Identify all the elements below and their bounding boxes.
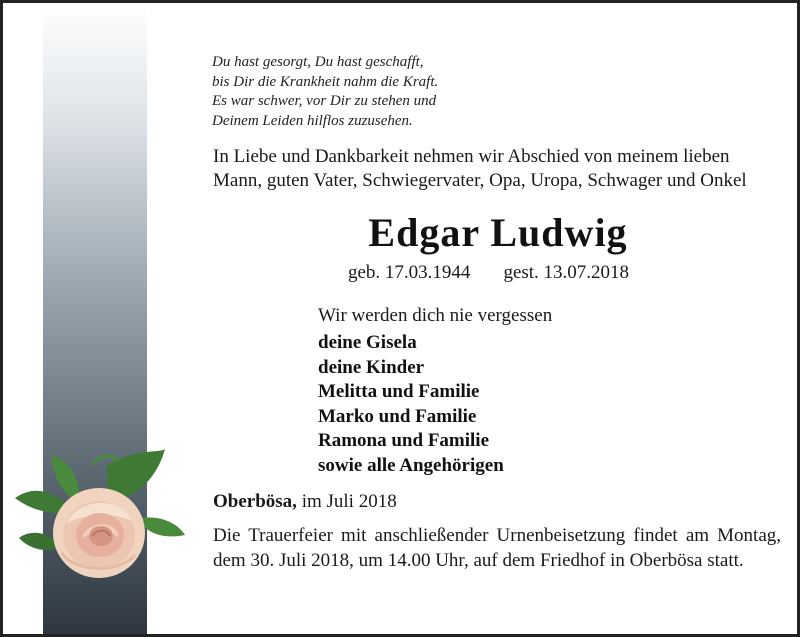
mourner-item: deine Gisela xyxy=(318,332,417,353)
birth-date: geb. 17.03.1944 xyxy=(348,262,471,283)
farewell-intro xyxy=(213,145,783,193)
mourner-item: deine Kinder xyxy=(318,356,425,378)
poem xyxy=(212,53,772,131)
remembrance-line: Wir werden dich nie vergessen xyxy=(318,305,553,326)
rose-icon xyxy=(7,443,187,593)
intro-line: Mann, guten Vater, Schwiegervater, Opa, Uropa, Schwager und Onkel xyxy=(213,170,747,191)
poem-line: bis Dir die Krankheit nahm die Kraft. xyxy=(212,73,439,90)
life-dates xyxy=(348,262,629,284)
deceased-name: Edgar Ludwig xyxy=(368,210,628,255)
mourner-item: sowie alle Angehörigen xyxy=(318,454,504,476)
poem-line: Es war schwer, vor Dir zu stehen und xyxy=(212,93,437,109)
poem-line: Deinem Leiden hilflos zuzusehen. xyxy=(212,112,413,129)
mourner-item: Melitta und Familie xyxy=(318,381,480,403)
place-and-date xyxy=(213,491,397,513)
mourners-list xyxy=(318,331,504,479)
intro-line: In Liebe und Dankbarkeit nehmen wir Abschied von meinem lieben xyxy=(213,146,730,167)
mourner-item: Marko und Familie xyxy=(318,405,477,427)
funeral-information: Die Trauerfeier mit anschließender Urnenbeisetzung findet am Montag, dem 30. Juli 2018, um 14.00 Uhr, auf dem Friedhof in Oberbösa statt. xyxy=(213,525,781,571)
place-name: Oberbösa, xyxy=(213,491,297,512)
notice-date: im Juli 2018 xyxy=(301,491,397,512)
mourner-item: Ramona und Familie xyxy=(318,430,490,452)
poem-line: Du hast gesorgt, Du hast geschafft, xyxy=(212,54,424,70)
death-date: gest. 13.07.2018 xyxy=(503,262,630,283)
